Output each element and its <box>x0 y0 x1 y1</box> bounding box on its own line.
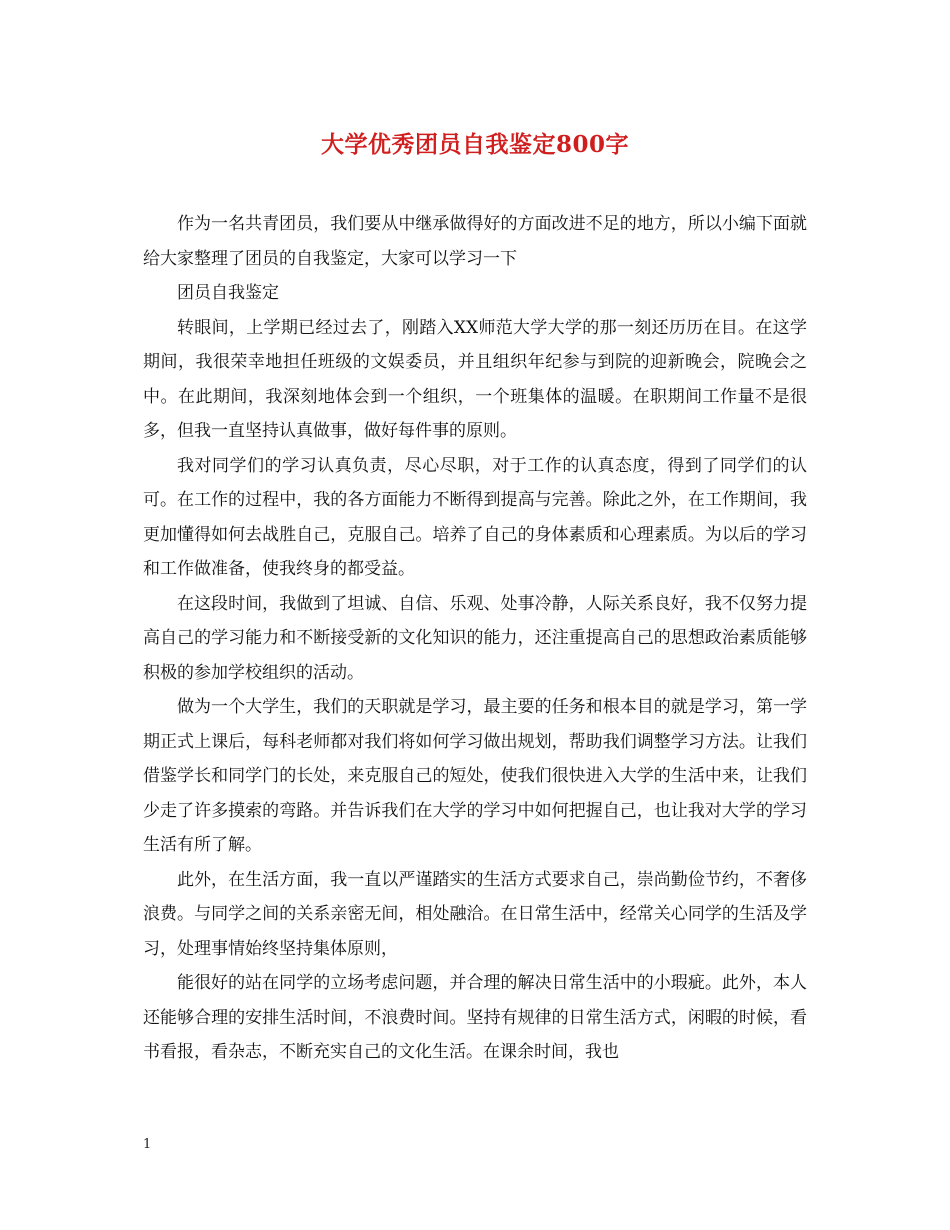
paragraph: 此外，在生活方面，我一直以严谨踏实的生活方式要求自己，崇尚勤俭节约，不奢侈浪费。与同学之间的关系亲密无间，相处融洽。在日常生活中，经常关心同学的生活及学习，处理事情始终坚持集体原则， <box>143 869 807 959</box>
paragraph-intro: 作为一名共青团员，我们要从中继承做得好的方面改进不足的地方，所以小编下面就给大家整理了团员的自我鉴定，大家可以学习一下 <box>143 214 807 269</box>
document-title: 大学优秀团员自我鉴定800字 <box>320 131 629 158</box>
paragraph: 转眼间，上学期已经过去了，刚踏入XX师范大学大学的那一刻还历历在目。在这学期间，我很荣幸地担任班级的文娱委员，并且组织年纪参与到院的迎新晚会，院晚会之中。在此期间，我深刻地体会到一个组织，一个班集体的温暖。在职期间工作量不是很多，但我一直坚持认真做事，做好每件事的原则。 <box>143 317 807 441</box>
paragraph: 能很好的站在同学的立场考虑问题，并合理的解决日常生活中的小瑕疵。此外，本人还能够合理的安排生活时间，不浪费时间。坚持有规律的日常生活方式，闲暇的时候，看书看报，看杂志，不断充实自己的文化生活。在课余时间，我也 <box>143 973 807 1062</box>
paragraph-subheading: 团员自我鉴定 <box>177 283 279 303</box>
paragraph: 在这段时间，我做到了坦诚、自信、乐观、处事冷静，人际关系良好，我不仅努力提高自己的学习能力和不断接受新的文化知识的能力，还注重提高自己的思想政治素质能够积极的参加学校组织的活动。 <box>143 593 807 683</box>
document-body <box>143 207 807 1070</box>
paragraph: 做为一个大学生，我们的天职就是学习，最主要的任务和根本目的就是学习，第一学期正式上课后，每科老师都对我们将如何学习做出规划，帮助我们调整学习方法。让我们借鉴学长和同学门的长处，来克服自己的短处，使我们很快进入大学的生活中来，让我们少走了许多摸索的弯路。并告诉我们在大学的学习中如何把握自己，也让我对大学的学习生活有所了解。 <box>143 697 807 855</box>
paragraph: 我对同学们的学习认真负责，尽心尽职，对于工作的认真态度，得到了同学们的认可。在工作的过程中，我的各方面能力不断得到提高与完善。除此之外，在工作期间，我更加懂得如何去战胜自己，克服自己。培养了自己的身体素质和心理素质。为以后的学习和工作做准备，使我终身的都受益。 <box>143 455 807 579</box>
page-number: 1 <box>143 1137 152 1152</box>
